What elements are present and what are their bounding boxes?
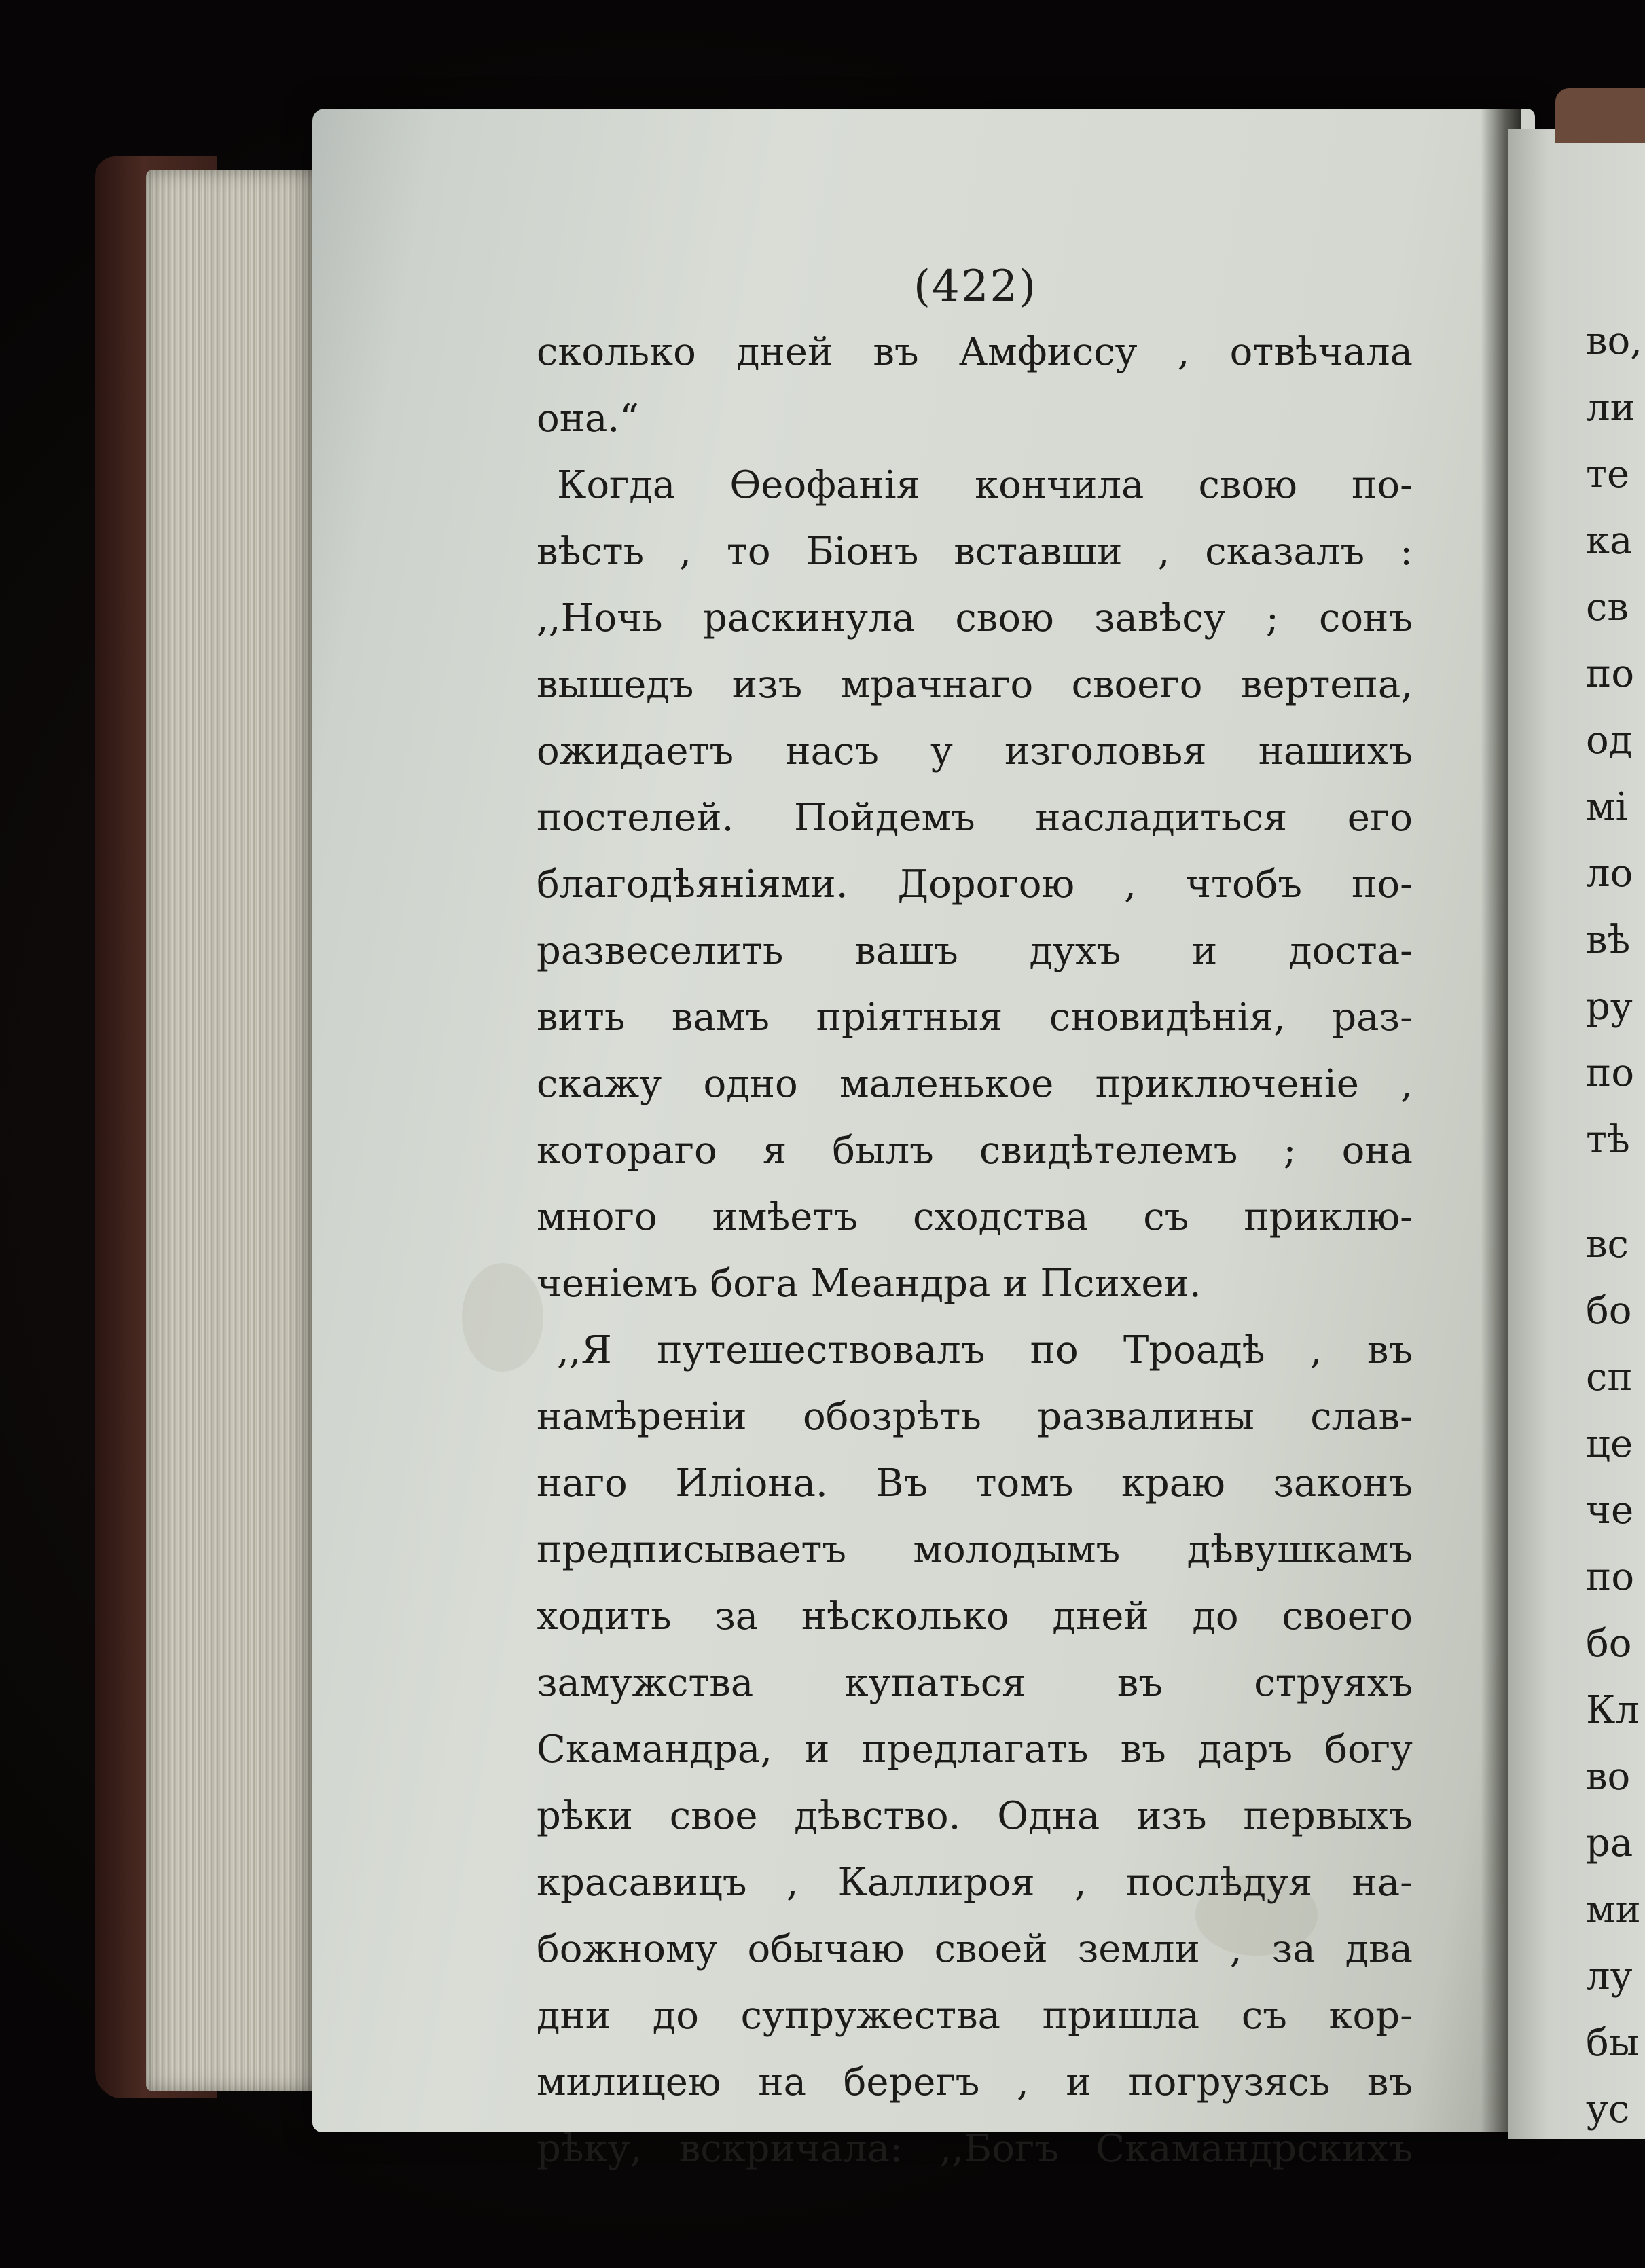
page-number: (422) [914, 261, 1038, 312]
text-line: божному обычаю своей земли , за два [537, 1927, 1413, 1971]
fragment-line: ми [1586, 1888, 1641, 1932]
page-text [537, 319, 1413, 2182]
text-line: сколько дней въ Амфиссу , отвѣчала [537, 330, 1413, 374]
fragment-line: од [1586, 718, 1633, 763]
fragment-line: бо [1586, 1622, 1632, 1666]
text-line: скажу одно маленькое приключеніе , [537, 1062, 1413, 1106]
fragment-line: те [1586, 452, 1630, 496]
fragment-line: бо [1586, 1289, 1632, 1333]
fragment-line: че [1586, 1488, 1634, 1533]
text-line: вить вамъ пріятныя сновидѣнія, раз- [537, 995, 1413, 1040]
text-line: Когда Ѳеофанія кончила свою по- [557, 463, 1413, 507]
text-line: намѣреніи обозрѣть развалины слав- [537, 1395, 1413, 1439]
text-line: дни до супружества пришла съ кор- [537, 1994, 1413, 2038]
fragment-line: во, [1586, 319, 1643, 363]
fragment-line: мі [1586, 785, 1628, 829]
fragment-line: бы [1586, 2021, 1640, 2065]
text-line: красавицъ , Каллироя , послѣдуя на- [537, 1861, 1413, 1905]
text-line: вышедъ изъ мрачнаго своего вертепа, [537, 663, 1413, 707]
fragment-line: по [1586, 1555, 1635, 1599]
text-line: ходить за нѣсколько дней до своего [537, 1594, 1413, 1639]
fragment-line: лу [1586, 1954, 1633, 1998]
text-line: рѣки свое дѣвство. Одна изъ первыхъ [537, 1794, 1413, 1838]
text-line: милицею на берегъ , и погрузясь въ [537, 2060, 1413, 2104]
text-line: она.“ [537, 397, 639, 441]
fragment-line: по [1586, 652, 1635, 696]
text-line: благодѣяніями. Дорогою , чтобъ по- [537, 862, 1413, 907]
fragment-line: вѣ [1586, 918, 1631, 962]
fragment-line: сп [1586, 1355, 1633, 1400]
fragment-line: ли [1586, 386, 1635, 430]
text-line: Скамандра, и предлагать въ даръ богу [537, 1727, 1413, 1772]
text-line: ,,Ночь раскинула свою завѣсу ; сонъ [537, 596, 1413, 640]
text-line: ченіемъ бога Меандра и Психеи. [537, 1262, 1201, 1306]
fragment-line: во [1586, 1755, 1631, 1799]
fragment-line: ру [1586, 985, 1633, 1029]
fragment-line: св [1586, 585, 1629, 629]
text-line: котораго я былъ свидѣтелемъ ; она [537, 1129, 1413, 1173]
text-line: замужства купаться въ струяхъ [537, 1661, 1413, 1705]
text-line: наго Иліона. Въ томъ краю законъ [537, 1461, 1413, 1505]
page-edges [146, 170, 323, 2091]
text-line: ,,Я путешествовалъ по Троадѣ , въ [557, 1328, 1413, 1372]
fragment-line: ра [1586, 1821, 1633, 1865]
fragment-line: тѣ [1586, 1118, 1630, 1162]
text-line: много имѣетъ сходства съ приклю- [537, 1195, 1413, 1239]
fragment-line: по [1586, 1051, 1635, 1095]
fragment-line: Кл [1586, 1688, 1640, 1732]
paper-stain [462, 1263, 543, 1372]
fragment-line: вс [1586, 1222, 1629, 1266]
fragment-line: ус [1586, 2087, 1630, 2132]
text-line: постелей. Пойдемъ насладиться его [537, 796, 1413, 840]
text-line: рѣку, вскричала: ,,Богъ Скамандрскихъ [537, 2127, 1413, 2171]
fragment-line: це [1586, 1422, 1633, 1466]
text-line: ожидаетъ насъ у изголовья нашихъ [537, 729, 1413, 773]
text-line: вѣсть , то Біонъ вставши , сказалъ : [537, 530, 1413, 574]
fragment-line: ло [1586, 852, 1633, 896]
book-cover-corner [1555, 88, 1645, 143]
fragment-line: ка [1586, 519, 1633, 563]
text-line: развеселить вашъ духъ и доста- [537, 929, 1413, 973]
text-line: предписываетъ молодымъ дѣвушкамъ [537, 1528, 1413, 1572]
